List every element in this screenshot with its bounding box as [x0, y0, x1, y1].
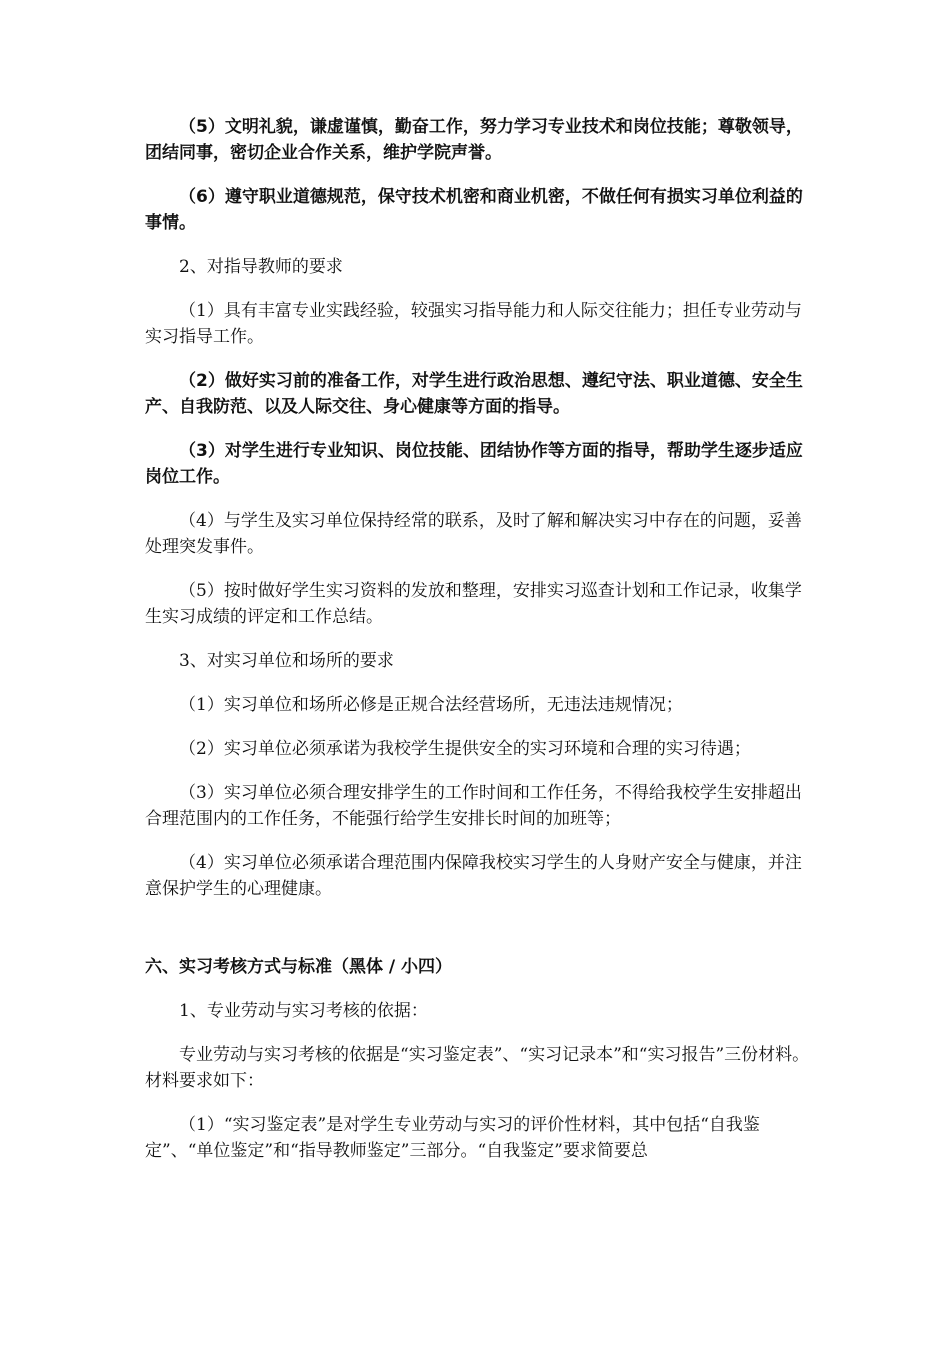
paragraph-unit-req-2: （2）实习单位必须承诺为我校学生提供安全的实习环境和合理的实习待遇； [179, 739, 751, 759]
section-heading-unit-req: 3、对实习单位和场所的要求 [179, 651, 394, 671]
paragraph-teacher-req-3: （3）对学生进行专业知识、岗位技能、团结协作等方面的指导，帮助学生逐步适应岗位工作。 [145, 441, 803, 487]
paragraph-teacher-req-4: （4）与学生及实习单位保持经常的联系，及时了解和解决实习中存在的问题，妥善处理突发事件。 [145, 511, 802, 557]
paragraph-student-req-5: （5）文明礼貌，谦虚谨慎，勤奋工作，努力学习专业技术和岗位技能；尊敬领导，团结同事，密切企业合作关系，维护学院声誉。 [145, 117, 803, 163]
document-body [145, 114, 810, 1164]
subheading-assessment-basis: 1、专业劳动与实习考核的依据： [179, 1001, 428, 1021]
paragraph-assessment-basis: 专业劳动与实习考核的依据是“实习鉴定表”、“实习记录本”和“实习报告”三份材料。材料要求如下： [145, 1045, 810, 1091]
paragraph-unit-req-3: （3）实习单位必须合理安排学生的工作时间和工作任务，不得给我校学生安排超出合理范围内的工作任务，不能强行给学生安排长时间的加班等； [145, 783, 802, 829]
paragraph-unit-req-1: （1）实习单位和场所必修是正规合法经营场所，无违法违规情况； [179, 695, 683, 715]
paragraph-teacher-req-2: （2）做好实习前的准备工作，对学生进行政治思想、遵纪守法、职业道德、安全生产、自我防范、以及人际交往、身心健康等方面的指导。 [145, 371, 803, 417]
paragraph-teacher-req-1: （1）具有丰富专业实践经验，较强实习指导能力和人际交往能力；担任专业劳动与实习指导工作。 [145, 301, 802, 347]
paragraph-unit-req-4: （4）实习单位必须承诺合理范围内保障我校实习学生的人身财产安全与健康，并注意保护学生的心理健康。 [145, 853, 802, 899]
section-heading-teacher-req: 2、对指导教师的要求 [179, 257, 343, 277]
paragraph-student-req-6: （6）遵守职业道德规范，保守技术机密和商业机密，不做任何有损实习单位利益的事情。 [145, 187, 803, 233]
paragraph-assessment-form-1: （1）“实习鉴定表”是对学生专业劳动与实习的评价性材料，其中包括“自我鉴定”、“单位鉴定”和“指导教师鉴定”三部分。“自我鉴定”要求简要总 [145, 1115, 760, 1161]
section-heading-assessment: 六、实习考核方式与标准（黑体 / 小四） [145, 957, 453, 977]
paragraph-teacher-req-5: （5）按时做好学生实习资料的发放和整理，安排实习巡查计划和工作记录，收集学生实习成绩的评定和工作总结。 [145, 581, 802, 627]
